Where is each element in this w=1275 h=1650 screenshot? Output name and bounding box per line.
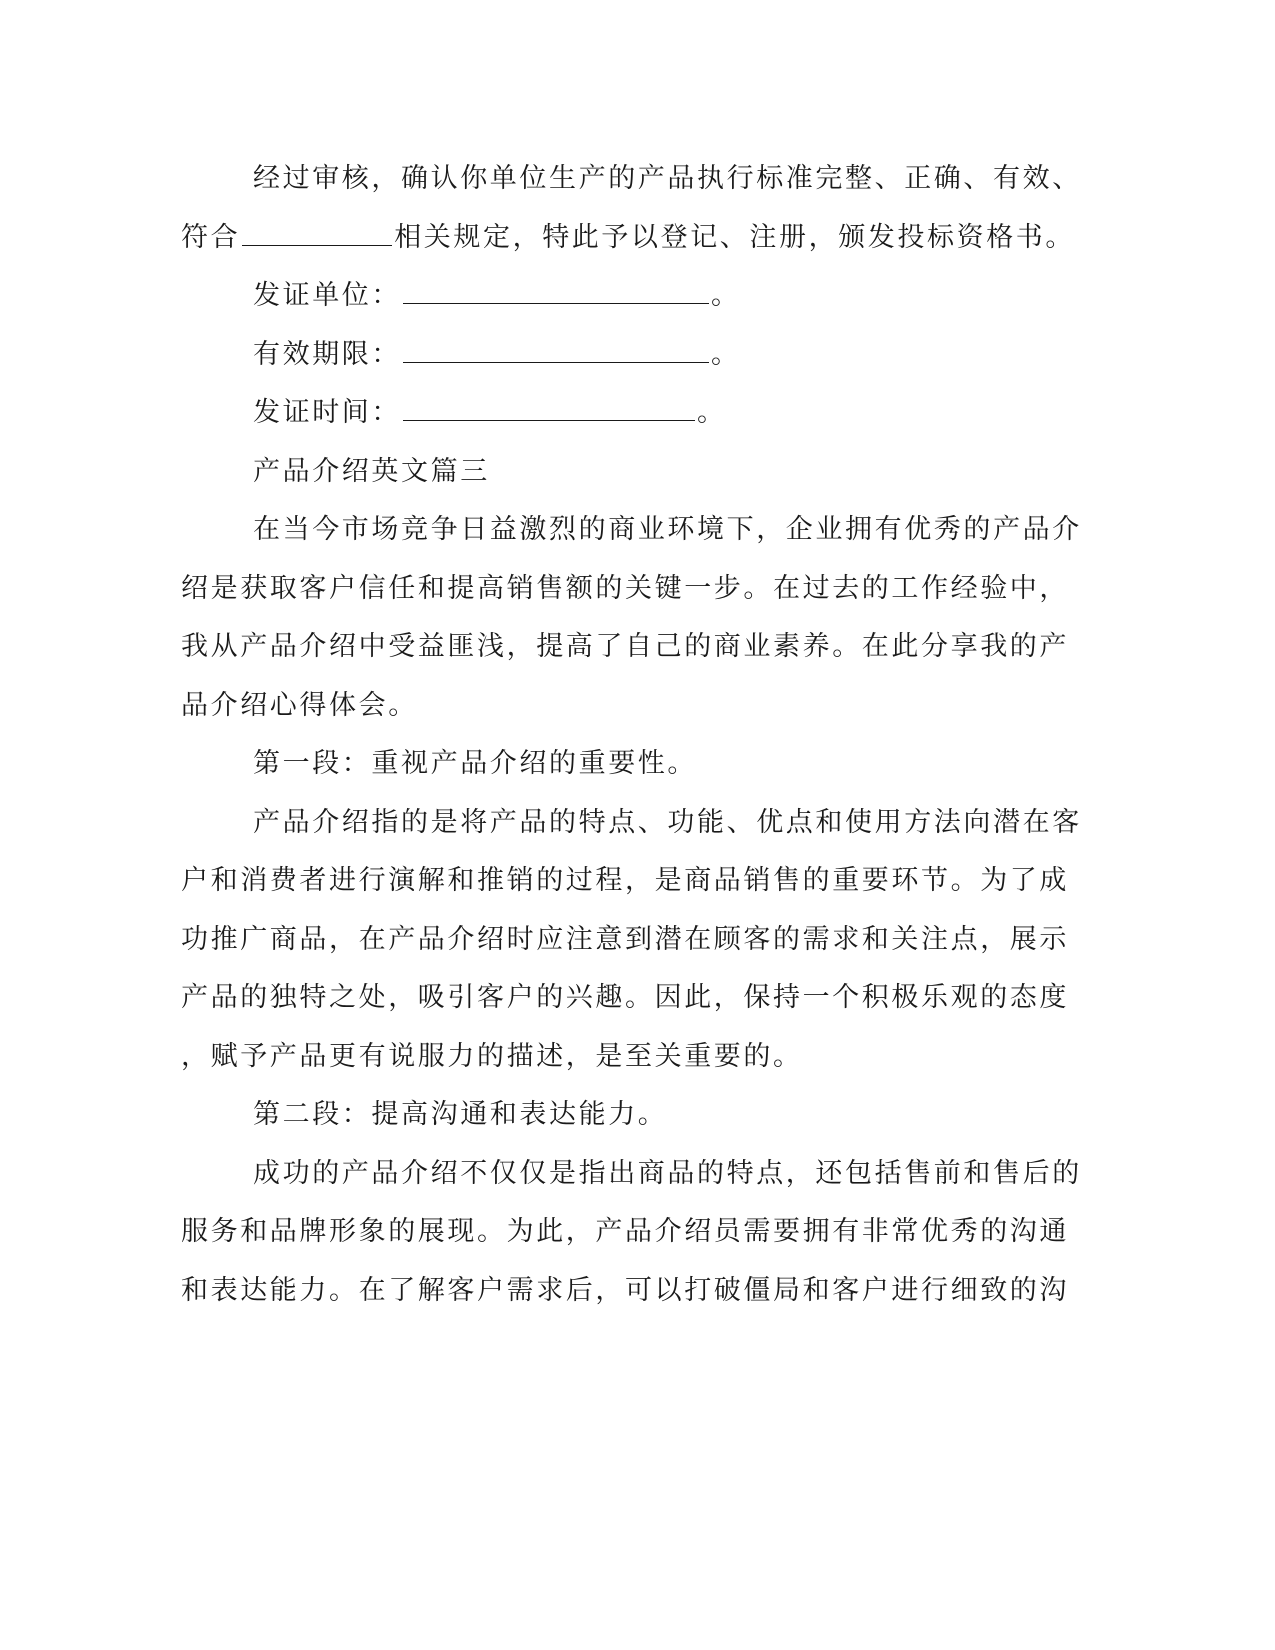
issue-date-label: 发证时间： — [253, 397, 401, 428]
document-body — [181, 150, 1082, 1320]
paragraph-line: 功推广商品，在产品介绍时应注意到潜在顾客的需求和关注点，展示 — [181, 923, 1069, 955]
paragraph-line: 产品的独特之处，吸引客户的兴趣。因此，保持一个积极乐观的态度 — [181, 982, 1069, 1013]
fill-in-blank — [242, 215, 392, 246]
text-fragment: 符合 — [181, 221, 241, 253]
part1-heading: 第一段：重视产品介绍的重要性。 — [253, 748, 697, 779]
paragraph-line: ，赋予产品更有说服力的描述，是至关重要的。 — [181, 1040, 803, 1072]
validity-field — [181, 326, 1051, 385]
paragraph-line: 成功的产品介绍不仅仅是指出商品的特点，还包括售前和售后的 — [253, 1157, 1082, 1189]
issue-date-field — [181, 384, 1051, 443]
paragraph-line-with-blank — [181, 209, 1076, 268]
paragraph-line: 绍是获取客户信任和提高销售额的关键一步。在过去的工作经验中， — [181, 572, 1069, 604]
paragraph-line: 在当今市场竞争日益激烈的商业环境下，企业拥有优秀的产品介 — [253, 514, 1082, 545]
part2-heading: 第二段：提高沟通和表达能力。 — [253, 1099, 668, 1130]
paragraph-line: 产品介绍指的是将产品的特点、功能、优点和使用方法向潜在客 — [253, 806, 1082, 838]
text-fragment: 相关规定，特此予以登记、注册，颁发投标资格书。 — [394, 221, 1076, 253]
validity-label: 有效期限： — [253, 338, 401, 370]
issuer-field — [181, 267, 1051, 326]
paragraph-line: 服务和品牌形象的展现。为此，产品介绍员需要拥有非常优秀的沟通 — [181, 1216, 1069, 1247]
paragraph-line: 和表达能力。在了解客户需求后，可以打破僵局和客户进行细致的沟 — [181, 1274, 1069, 1306]
issuer-label: 发证单位： — [253, 280, 401, 311]
paragraph-line: 经过审核，确认你单位生产的产品执行标准完整、正确、有效、 — [253, 163, 1082, 194]
validity-blank — [403, 332, 709, 363]
issuer-end: 。 — [711, 280, 741, 311]
validity-end: 。 — [711, 338, 741, 370]
paragraph-line: 我从产品介绍中受益匪浅，提高了自己的商业素养。在此分享我的产 — [181, 631, 1069, 662]
section-heading: 产品介绍英文篇三 — [253, 455, 490, 487]
issuer-blank — [403, 273, 709, 304]
paragraph-line: 品介绍心得体会。 — [181, 689, 418, 721]
issue-date-end: 。 — [697, 397, 727, 428]
issue-date-blank — [403, 390, 695, 421]
paragraph-line: 户和消费者进行演解和推销的过程，是商品销售的重要环节。为了成 — [181, 865, 1069, 896]
